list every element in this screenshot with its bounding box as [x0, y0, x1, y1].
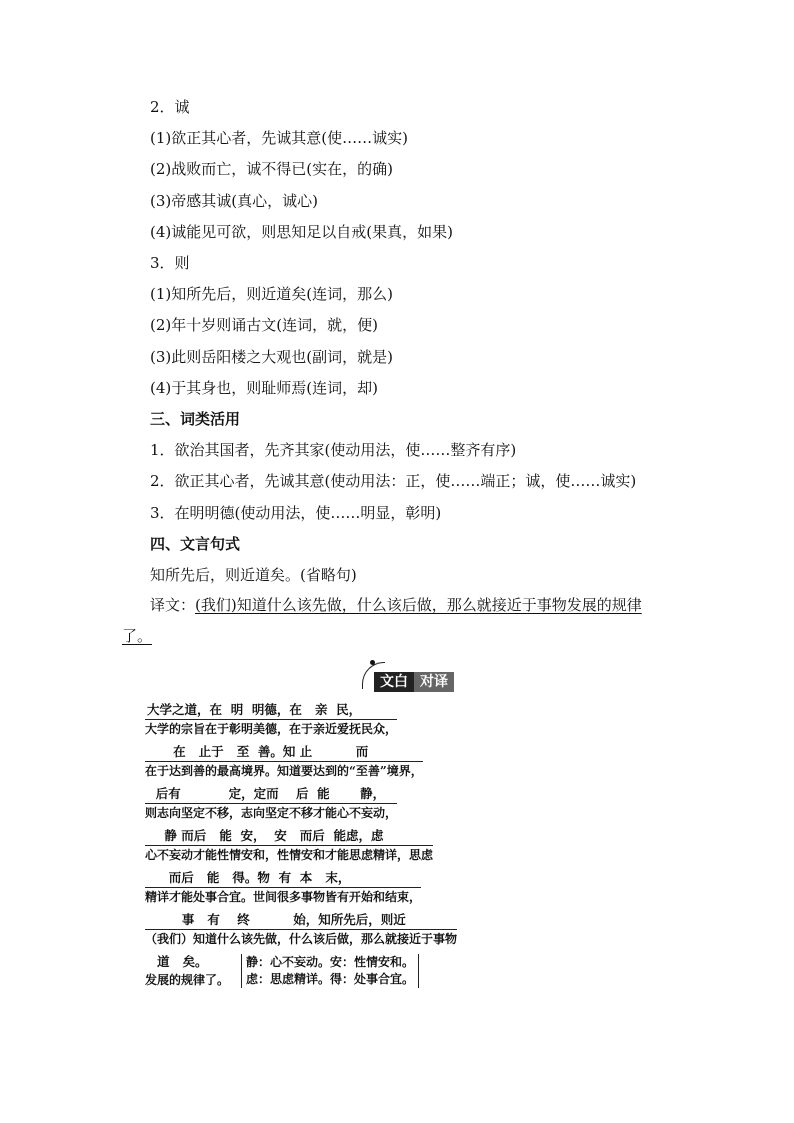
- translation-label: 译文：: [150, 596, 196, 614]
- text-line: 1．欲治其国者，先齐其家(使动用法，使……整齐有序): [150, 441, 517, 460]
- original-text: 道 矣。: [157, 954, 208, 969]
- text-line: 2．诚: [150, 98, 190, 116]
- translation-text: 心不妄动才能性情安和，性情安和才能思虑精详，思虑: [145, 845, 433, 863]
- translation-line-1: [150, 595, 642, 615]
- text-line: 三、词类活用: [150, 410, 241, 428]
- text-line: (4)诚能见可欲，则思知足以自戒(果真，如果): [150, 222, 453, 241]
- badge-part2: 对译: [414, 672, 454, 692]
- text-line: 3．在明明德(使动用法，使……明显，彰明): [150, 503, 442, 522]
- text-line: (1)欲正其心者，先诚其意(使……诚实): [150, 129, 408, 148]
- original-text: 而后 能 得。物 有 本 末，: [147, 870, 351, 885]
- text-line: (3)此则岳阳楼之大观也(副词，就是): [150, 347, 393, 366]
- translation-text: 发展的规律了。: [145, 973, 230, 987]
- original-text: 静 而后 能 安， 安 而后 能虑，虑: [147, 828, 384, 843]
- note-line-1: 静：心不妄动。安：性情安和。: [246, 955, 415, 969]
- text-line: (1)知所先后，则近道矣(连词，那么): [150, 285, 393, 304]
- text-line: (4)于其身也，则耻师焉(连词，却): [150, 378, 378, 397]
- original-text: 大学之道，在 明 明德，在 亲 民，: [147, 702, 362, 717]
- translation-text-1: (我们)知道什么该先做，什么该后做，那么就接近于事物发展的规律: [195, 596, 642, 614]
- original-text: 后有 定，定而 后 能 静，: [147, 786, 386, 801]
- text-line: 2．欲正其心者，先诚其意(使动用法：正，使……端正；诚，使……诚实): [150, 472, 637, 491]
- text-line: 知所先后，则近道矣。(省略句): [150, 566, 357, 584]
- text-line: 四、文言句式: [150, 534, 241, 553]
- note-line-2: 虑：思虑精详。得：处事合宜。: [246, 972, 415, 986]
- word-notes: [241, 954, 419, 988]
- original-text: 在 止于 至 善。知 止 而: [147, 744, 369, 759]
- text-line: (2)战败而亡，诚不得已(实在，的确): [150, 160, 393, 179]
- section-badge: [362, 662, 472, 694]
- text-line: (2)年十岁则诵古文(连词，就，便): [150, 316, 378, 335]
- text-line: 3．则: [150, 254, 190, 272]
- translation-text: 大学的宗旨在于彰明美德，在于亲近爱抚民众，: [145, 719, 397, 737]
- original-text: 事 有 终 始，知所先后，则近: [147, 912, 406, 927]
- translation-text-2: 了。: [122, 627, 153, 645]
- translation-text: 精详才能处事合宜。世间很多事物皆有开始和结束，: [145, 887, 421, 905]
- text-line: (3)帝感其诚(真心，诚心): [150, 191, 318, 210]
- translation-text: 在于达到善的最高境界。知道要达到的“至善”境界，: [145, 761, 423, 779]
- badge-part1: 文白: [374, 672, 414, 692]
- translation-text: 则志向坚定不移，志向坚定不移才能心不妄动，: [145, 803, 397, 821]
- badge-dot-icon: [370, 660, 375, 665]
- translation-text: （我们）知道什么该先做，什么该后做，那么就接近于事物: [145, 929, 457, 947]
